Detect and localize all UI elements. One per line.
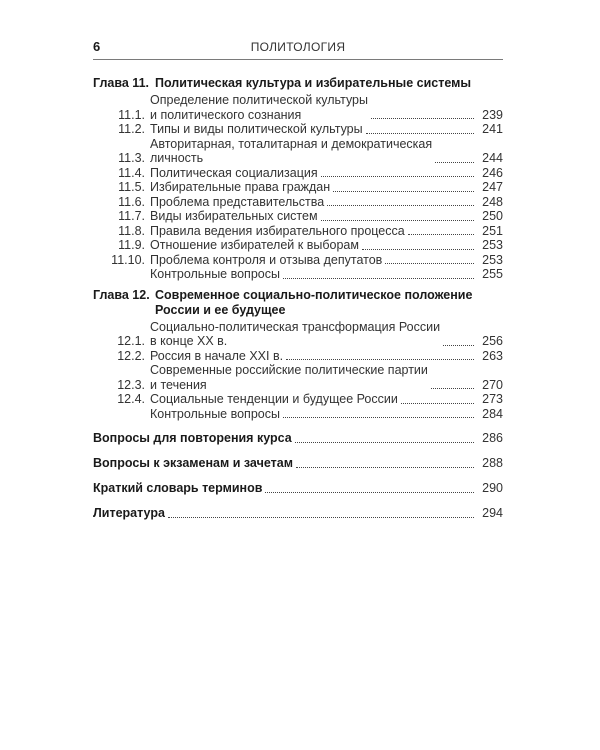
entry-number: 12.3. <box>117 377 145 392</box>
entry-number: 11.1. <box>118 107 145 122</box>
entry-title: Правила ведения избирательного процесса <box>150 223 405 238</box>
toc-entry[interactable] <box>93 93 503 122</box>
entry-page: 250 <box>482 209 503 223</box>
page-number: 6 <box>93 39 101 54</box>
entry-title: Избирательные права граждан <box>150 180 331 194</box>
entry-title: Социально-политическая трансформация России в конце XX в. <box>150 319 441 348</box>
entry-number: 12.2. <box>117 348 145 363</box>
entry-page: 247 <box>482 180 503 194</box>
entry-page: 263 <box>482 348 503 363</box>
entry-page: 248 <box>482 194 503 209</box>
entry-body <box>150 267 503 282</box>
entry-body <box>150 407 503 422</box>
entry-page: 255 <box>482 267 503 281</box>
toc-entry[interactable] <box>93 238 503 253</box>
entry-number: 11.7. <box>118 209 145 223</box>
entry-page: 253 <box>482 252 503 267</box>
toc-section[interactable] <box>93 506 503 521</box>
entry-page: 256 <box>482 334 503 348</box>
entry-number: 12.1. <box>117 334 145 348</box>
entry-body <box>150 349 503 364</box>
entry-page: 244 <box>482 151 503 165</box>
section-page: 294 <box>482 506 503 520</box>
entry-title: Россия в начале XXI в. <box>150 348 284 363</box>
entry-page: 270 <box>482 377 503 392</box>
entry-page: 273 <box>482 392 503 406</box>
toc-section[interactable] <box>93 431 503 446</box>
entry-body <box>150 195 503 210</box>
section-title: Вопросы к экзаменам и зачетам <box>93 456 293 470</box>
entry-body <box>150 253 503 268</box>
toc-entry[interactable] <box>93 122 503 137</box>
section-page: 286 <box>482 431 503 445</box>
entry-title: Отношение избирателей к выборам <box>150 238 359 252</box>
entry-page: 246 <box>482 165 503 180</box>
entry-body <box>150 238 503 253</box>
dot-leader <box>321 167 474 177</box>
entry-page: 239 <box>482 107 503 122</box>
entry-title: Проблема контроля и отзыва депутатов <box>150 252 383 267</box>
entry-number: 11.3. <box>118 151 145 165</box>
toc-entry[interactable] <box>93 267 503 282</box>
entry-number: 11.5. <box>118 180 145 194</box>
chapter-block <box>93 76 503 282</box>
entry-title: Политическая социализация <box>150 165 318 180</box>
entry-title: Контрольные вопросы <box>150 267 280 281</box>
entry-page: 253 <box>482 238 503 252</box>
dot-leader <box>321 211 474 221</box>
toc-entry[interactable] <box>93 320 503 349</box>
entry-page: 251 <box>482 223 503 238</box>
dot-leader <box>385 254 474 264</box>
dot-leader <box>366 124 474 134</box>
chapter-block <box>93 288 503 422</box>
dot-leader <box>435 153 474 163</box>
entry-number: 12.4. <box>117 392 145 406</box>
entry-body <box>150 392 503 407</box>
toc-entry[interactable] <box>93 209 503 224</box>
entry-body <box>150 122 503 137</box>
dot-leader <box>408 225 474 235</box>
dot-leader <box>401 394 474 404</box>
chapter-label: Глава 12. <box>93 287 150 302</box>
entry-body <box>150 363 503 392</box>
dot-leader <box>168 508 474 518</box>
toc-section[interactable] <box>93 456 503 471</box>
dot-leader <box>371 109 474 119</box>
entry-body <box>150 137 503 166</box>
chapter-heading[interactable] <box>93 288 503 318</box>
dot-leader <box>443 336 474 346</box>
dot-leader <box>265 483 474 493</box>
entry-number: 11.4. <box>118 165 145 180</box>
toc-section[interactable] <box>93 481 503 496</box>
entry-title: Контрольные вопросы <box>150 406 280 421</box>
page-header <box>93 37 503 60</box>
dot-leader <box>283 408 474 418</box>
entry-title: Определение политической культуры и политического сознания <box>150 93 368 122</box>
dot-leader <box>333 182 474 192</box>
entry-title: Проблема представительства <box>150 194 325 209</box>
dot-leader <box>286 350 474 360</box>
dot-leader <box>295 433 474 443</box>
entry-number: 11.8. <box>118 223 145 238</box>
section-title: Литература <box>93 506 165 520</box>
entry-page: 241 <box>482 122 503 136</box>
chapter-title: Политическая культура и избирательные системы <box>155 76 472 90</box>
entry-title: Типы и виды политической культуры <box>150 122 363 136</box>
section-page: 290 <box>482 481 503 495</box>
toc-entry[interactable] <box>93 349 503 364</box>
entry-title: Авторитарная, тоталитарная и демократическая личность <box>150 136 433 165</box>
entry-title: Современные российские политические партии и течения <box>150 363 428 392</box>
table-of-contents <box>93 76 503 521</box>
toc-entry[interactable] <box>93 180 503 195</box>
entry-body <box>150 93 503 122</box>
chapter-title: Современное социально-политическое положение России и ее будущее <box>155 287 473 317</box>
dot-leader <box>431 379 474 389</box>
dot-leader <box>362 240 474 250</box>
dot-leader <box>327 196 474 206</box>
dot-leader <box>283 269 474 279</box>
toc-entry[interactable] <box>93 137 503 166</box>
dot-leader <box>296 458 474 468</box>
entry-number: 11.9. <box>118 238 145 252</box>
toc-entry[interactable] <box>93 224 503 239</box>
entry-title: Социальные тенденции и будущее России <box>150 392 398 406</box>
toc-entry[interactable] <box>93 407 503 422</box>
entry-body <box>150 224 503 239</box>
chapter-heading[interactable] <box>93 76 503 91</box>
entry-number: 11.6. <box>118 194 145 209</box>
toc-entry[interactable] <box>93 253 503 268</box>
entry-body <box>150 180 503 195</box>
chapter-label: Глава 11. <box>93 76 149 90</box>
running-title: ПОЛИТОЛОГИЯ <box>250 40 346 54</box>
entry-number: 11.2. <box>118 122 145 136</box>
entry-page: 284 <box>482 406 503 421</box>
entry-body <box>150 320 503 349</box>
entry-body <box>150 166 503 181</box>
toc-entry[interactable] <box>93 392 503 407</box>
section-title: Вопросы для повторения курса <box>93 431 292 445</box>
entry-number: 11.10. <box>111 252 145 267</box>
entry-body <box>150 209 503 224</box>
section-title: Краткий словарь терминов <box>93 481 263 495</box>
section-page: 288 <box>482 456 503 470</box>
toc-entry[interactable] <box>93 166 503 181</box>
entry-title: Виды избирательных систем <box>150 209 318 223</box>
toc-entry[interactable] <box>93 195 503 210</box>
toc-entry[interactable] <box>93 363 503 392</box>
